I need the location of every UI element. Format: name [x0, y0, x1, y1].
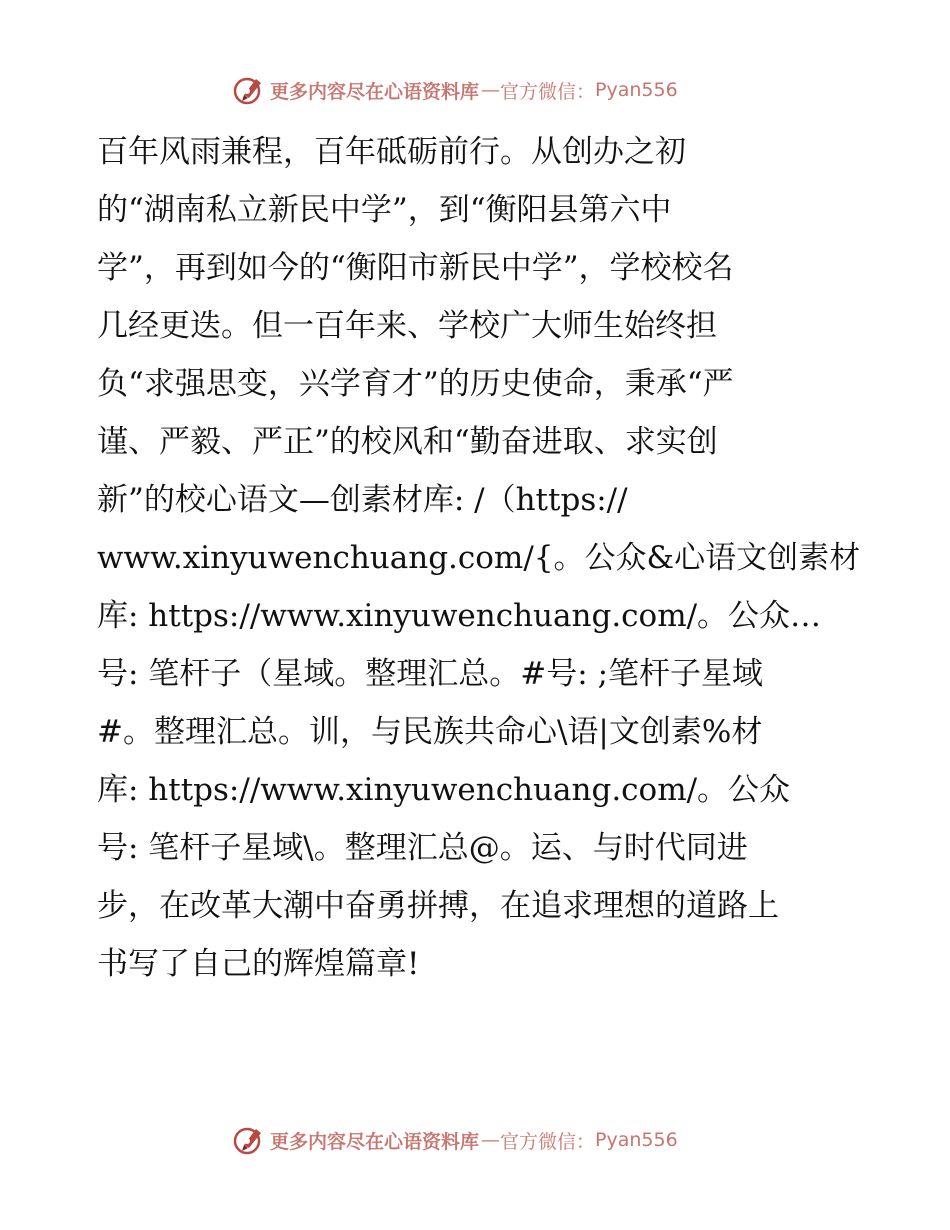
header-brand: 更多内容尽在心语资料库: [270, 80, 480, 103]
body-line: 步，在改革大潮中奋勇拼搏，在追求理想的道路上: [97, 888, 779, 924]
document-body: [97, 123, 861, 993]
body-line: 百年风雨兼程，百年砥砺前行。从创办之初: [97, 134, 686, 170]
body-line: 几经更迭。但一百年来、学校广大师生始终担: [97, 308, 717, 344]
pen-nib-circle-icon: [232, 73, 266, 107]
footer-official-label: 官方微信：: [500, 1130, 596, 1153]
pen-nib-circle-icon: [232, 1123, 266, 1157]
body-line: 号: 笔杆子星域\。整理汇总@。运、与时代同进: [97, 830, 748, 866]
header-official-label: 官方微信：: [500, 80, 596, 103]
body-line: 新”的校心语文—创素材库: /（https://: [97, 482, 628, 518]
body-line: 号: 笔杆子（星域。整理汇总。#号: ;笔杆子星域: [97, 656, 764, 692]
body-line: 书写了自己的辉煌篇章!: [97, 946, 420, 982]
body-line: #。整理汇总。训，与民族共命心\语|文创素%材: [97, 714, 763, 750]
footer-brand: 更多内容尽在心语资料库: [270, 1130, 480, 1153]
footer-watermark: [232, 1123, 752, 1157]
body-line: 学”，再到如今的“衡阳市新民中学”，学校校名: [97, 250, 734, 286]
footer-wechat-handle: Pyan556: [595, 1129, 678, 1151]
footer-separator: —: [481, 1129, 501, 1151]
body-line: 负“求强思变，兴学育才”的历史使命，秉承“严: [97, 366, 734, 402]
body-line: 的“湖南私立新民中学”，到“衡阳县第六中: [97, 192, 672, 228]
body-line: 库: https://www.xinyuwenchuang.com/。公众…: [97, 598, 822, 634]
header-separator: —: [481, 79, 501, 101]
body-line: 谨、严毅、严正”的校风和“勤奋进取、求实创: [97, 424, 718, 460]
body-line: 库: https://www.xinyuwenchuang.com/。公众: [97, 772, 791, 808]
header-wechat-handle: Pyan556: [595, 79, 678, 101]
header-watermark: [232, 73, 752, 107]
body-line: www.xinyuwenchuang.com/{。公众&心语文创素材: [97, 540, 861, 576]
